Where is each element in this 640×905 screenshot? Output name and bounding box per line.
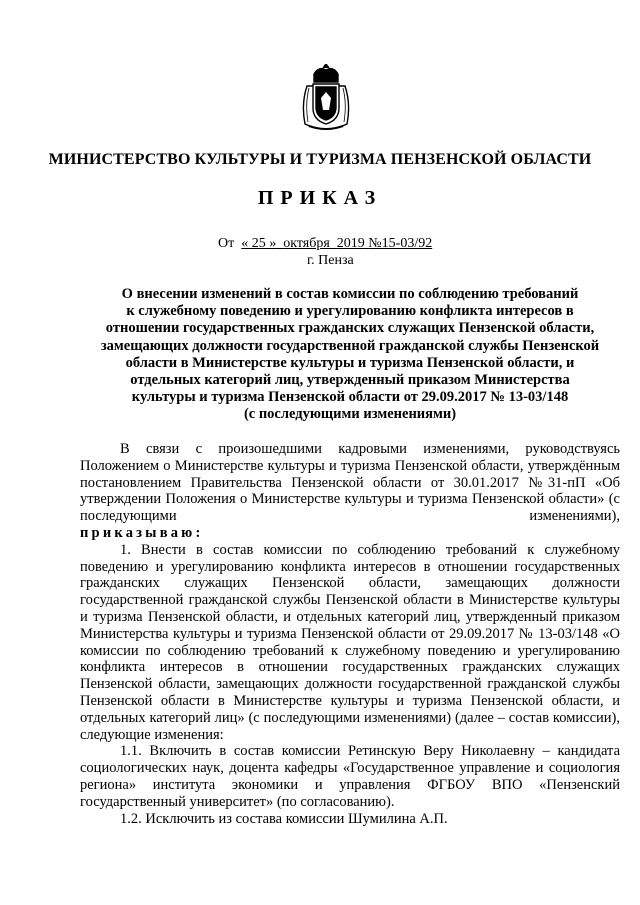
date-day: « 25 » [241,236,277,251]
coat-of-arms-icon [299,64,353,134]
document-number: №15-03/92 [368,236,433,251]
document-subject [80,286,620,424]
date-year: 2019 [336,236,365,251]
subject-line: области в Министерстве культуры и туризма Пензенской области, и [125,354,575,371]
ministry-name: МИНИСТЕРСТВО КУЛЬТУРЫ И ТУРИЗМА ПЕНЗЕНСКОЙ ОБЛАСТИ [48,151,592,168]
date-month: октября [283,236,330,251]
item-1-2-paragraph: 1.2. Исключить из состава комиссии Шумилина А.П. [120,810,448,827]
subject-line: отдельных категорий лиц, утвержденный приказом Министерства [130,372,570,389]
date-underlined [241,236,432,251]
subject-line: отношении государственных гражданских служащих Пензенской области, [105,320,595,337]
subject-line: к служебному поведению и урегулированию конфликта интересов в [126,303,574,320]
document-city: г. Пенза [307,253,354,268]
document-dateline [218,236,432,252]
date-prefix: От [218,236,235,251]
subject-line: замещающих должности государственной гражданской службы Пензенской [100,337,600,354]
document-type-title: ПРИКАЗ [257,187,383,209]
subject-line: О внесении изменений в состав комиссии по соблюдению требований [121,286,579,302]
item-1-1-paragraph: 1.1. Включить в состав комиссии Ретинскую Веру Николаевну – кандидата социологических наук, доцента кафедры «Государственное управление и социология региона» института экономики и управления ФГБОУ ВПО «Пензенский государственный университет» (по согласованию). [80,743,620,810]
subject-line: (с последующими изменениями) [243,406,457,423]
item-1-paragraph: 1. Внести в состав комиссии по соблюдению требований к служебному поведению и урегулированию конфликта интересов в отношении государственных гражданских служащих Пензенской области, замещающих должности государственной гражданской службы Пензенской области в Министерстве культуры и туризма Пензенской области, и отдельных категорий лиц, утвержденный приказом Министерства культуры и туризма Пензенской области от 29.09.2017 № 13-03/148 «О комиссии по соблюдению требований к служебному поведению и урегулированию конфликта интересов в отношении государственных гражданских служащих Пензенской области, замещающих должности государственной гражданской службы Пензенской области в Министерстве культуры и туризма Пензенской области, и отдельных категорий лиц» (с последующими изменениями) (далее – состав комиссии), следующие изменения: [80,541,620,743]
order-word: приказываю: [80,524,204,541]
preamble-paragraph: В связи с произошедшими кадровыми изменениями, руководствуясь Положением о Министерстве культуры и туризма Пензенской области, утверждённым постановлением Правительства Пензенской области от 30.01.2017 №31-пП «Об утверждении Положения о Министерстве культуры и туризма Пензенской области» (с последующими изменениями), [80,441,620,525]
subject-line: культуры и туризма Пензенской области от 29.09.2017 № 13-03/148 [131,389,569,406]
document-body [80,441,620,827]
